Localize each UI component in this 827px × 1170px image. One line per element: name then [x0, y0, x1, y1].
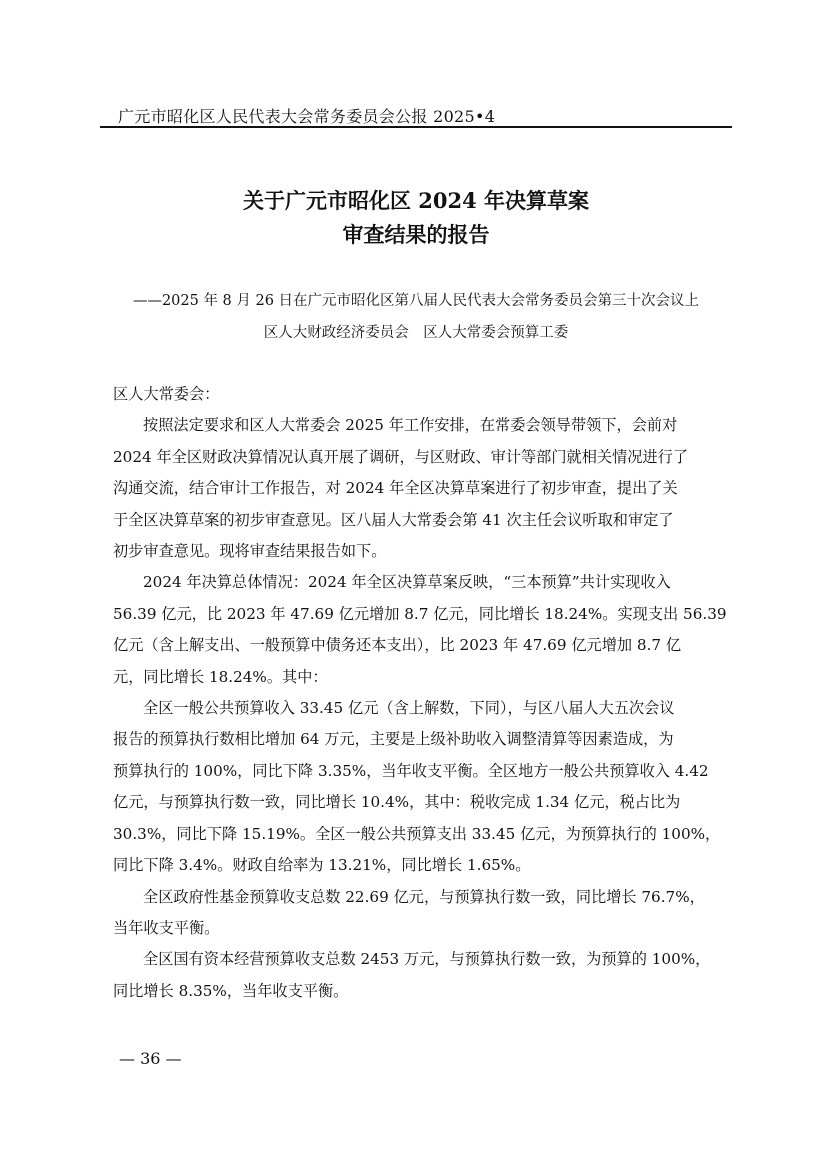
body-line: 元，同比增长 18.24%。其中： — [113, 667, 328, 686]
body-line: 预算执行的 100%，同比下降 3.35%，当年收支平衡。全区地方一般公共预算收入 4.42 — [113, 761, 709, 780]
body-line: 初步审查意见。现将审查结果报告如下。 — [113, 542, 387, 561]
salutation: 区人大常委会： — [113, 385, 220, 403]
body-line: 同比下降 3.4%。财政自给率为 13.21%，同比增长 1.65%。 — [113, 856, 531, 875]
body-line: 于全区决算草案的初步审查意见。区八届人大常委会第 41 次主任会议听取和审定了 — [113, 510, 674, 529]
body-text — [113, 379, 727, 1007]
body-line: 30.3%，同比下降 15.19%。全区一般公共预算支出 33.45 亿元，为预算执行的 100%， — [113, 824, 721, 843]
body-line: 2024 年全区财政决算情况认真开展了调研，与区财政、审计等部门就相关情况进行了 — [113, 447, 689, 466]
body-line: 亿元（含上解支出、一般预算中债务还本支出），比 2023 年 47.69 亿元增加 8.7 亿 — [113, 636, 682, 655]
body-line: 全区政府性基金预算收支总数 22.69 亿元，与预算执行数一致，同比增长 76.7%， — [143, 887, 705, 906]
body-line: 全区一般公共预算收入 33.45 亿元（含上解数，下同），与区八届人大五次会议 — [143, 699, 675, 718]
body-line: 报告的预算执行数相比增加 64 万元，主要是上级补助收入调整清算等因素造成，为 — [113, 730, 674, 749]
body-line: 沟通交流，结合审计工作报告，对 2024 年全区决算草案进行了初步审查，提出了关 — [113, 479, 678, 498]
body-line: 当年收支平衡。 — [113, 918, 220, 937]
subtitle-meeting-info: ——2025 年 8 月 26 日在广元市昭化区第八届人民代表大会常务委员会第三十次会议上 — [132, 293, 700, 309]
body-line: 同比增长 8.35%，当年收支平衡。 — [113, 981, 349, 1000]
subtitle-authors: 区人大财政经济委员会 区人大常委会预算工委 — [263, 325, 569, 341]
page-number: — 36 — — [119, 1049, 182, 1068]
body-line: 56.39 亿元，比 2023 年 47.69 亿元增加 8.7 亿元，同比增长 18.24%。实现支出 56.39 — [113, 604, 727, 623]
header-rule — [100, 126, 732, 128]
body-line: 按照法定要求和区人大常委会 2025 年工作安排，在常委会领导带领下，会前对 — [143, 416, 678, 435]
document-title-line-2: 审查结果的报告 — [342, 222, 490, 247]
running-header: 广元市昭化区人民代表大会常务委员会公报 2025•4 — [118, 107, 496, 126]
document-title-line-1: 关于广元市昭化区 2024 年决算草案 — [242, 188, 590, 213]
body-line: 2024 年决算总体情况：2024 年全区决算草案反映，“三本预算”共计实现收入 — [143, 573, 671, 592]
body-line: 全区国有资本经营预算收支总数 2453 万元，与预算执行数一致，为预算的 100%， — [143, 950, 711, 969]
body-line: 亿元，与预算执行数一致，同比增长 10.4%，其中：税收完成 1.34 亿元，税占比为 — [113, 793, 681, 812]
